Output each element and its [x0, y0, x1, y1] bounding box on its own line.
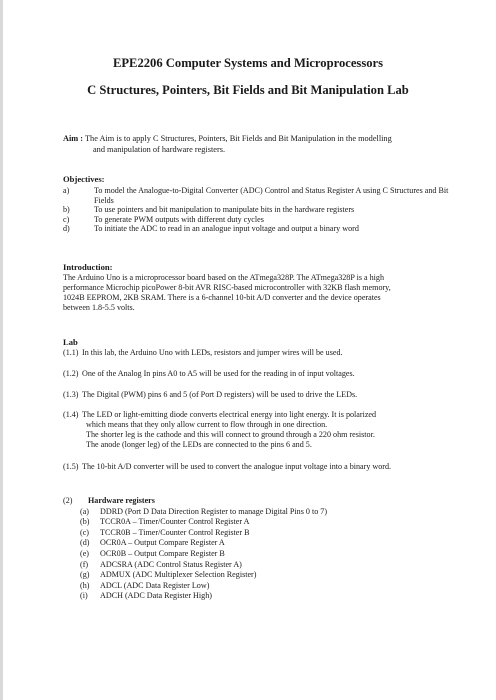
objective-item: [63, 224, 463, 234]
lab-item-number: (1.1): [63, 348, 79, 357]
aim-text-1: The Aim is to apply C Structures, Pointers, Bit Fields and Bit Manipulation in the modelling: [84, 134, 392, 143]
lab-heading: Lab: [63, 337, 78, 347]
register-text: TCCR0B – Timer/Counter Control Register B: [100, 527, 250, 537]
register-letter: (e): [80, 549, 89, 558]
register-letter: (i): [80, 591, 88, 601]
register-text: ADMUX (ADC Multiplexer Selection Register): [100, 570, 257, 580]
objective-item: [63, 205, 463, 215]
lab-item-text: The 10-bit A/D converter will be used to convert the analogue input voltage into a binary word.: [82, 462, 392, 471]
objectives-list: [63, 186, 463, 234]
register-letter: (g): [80, 570, 90, 580]
lab-item-text: The Digital (PWM) pins 6 and 5 (of Port D registers) will be used to drive the LEDs.: [82, 390, 358, 399]
register-letter: (h): [80, 580, 90, 590]
introduction-line: 1024B EEPROM, 2KB SRAM. There is a 6-channel 10-bit A/D converter and the device operates: [63, 293, 381, 302]
objective-marker: d): [63, 224, 70, 233]
lab-item-subline: which means that they only allow current to flow through in one direction.: [86, 420, 328, 429]
register-text: ADCH (ADC Data Register High): [100, 591, 212, 601]
register-text: OCR0A – Output Compare Register A: [100, 538, 225, 548]
hardware-registers-heading: Hardware registers: [88, 496, 155, 505]
objective-item: [63, 186, 463, 205]
register-letter: (b): [80, 517, 90, 527]
objective-text: To use pointers and bit manipulation to manipulate bits in the hardware registers: [94, 205, 355, 214]
introduction-heading: Introduction:: [63, 262, 113, 272]
register-letter: (a): [80, 506, 89, 516]
lab-item-subline: The shorter leg is the cathode and this will connect to ground through a 220 ohm resistor.: [86, 430, 375, 439]
introduction-line: performance Microchip picoPower 8-bit AVR RISC-based microcontroller with 32KB flash memory,: [63, 283, 391, 292]
lab-item-text: The LED or light-emitting diode converts electrical energy into light energy. It is polarized: [82, 410, 377, 419]
lab-item-text: In this lab, the Arduino Uno with LEDs, resistors and jumper wires will be used.: [82, 348, 343, 357]
register-text: ADCL (ADC Data Register Low): [100, 580, 210, 590]
introduction-body: [63, 273, 463, 313]
register-text: DDRD (Port D Data Direction Register to manage Digital Pins 0 to 7): [100, 506, 328, 516]
register-letter: (d): [80, 538, 90, 548]
lab-item-number: (1.4): [63, 410, 79, 419]
objective-marker: c): [63, 214, 70, 224]
objective-text: To generate PWM outputs with different duty cycles: [94, 214, 264, 224]
objectives-heading: Objectives:: [63, 174, 105, 184]
aim-label: Aim :: [63, 134, 84, 143]
page-edge-shadow: [0, 0, 3, 700]
objective-text: To model the Analogue-to-Digital Converter (ADC) Control and Status Register A using C Structures and Bit Fields: [94, 186, 449, 205]
document-title: EPE2206 Computer Systems and Microprocessors: [112, 56, 384, 70]
lab-item-text: One of the Analog In pins A0 to A5 will be used for the reading in of input voltages.: [82, 369, 355, 378]
register-text: TCCR0A – Timer/Counter Control Register A: [100, 517, 250, 527]
lab-item-number: (1.2): [63, 369, 79, 378]
introduction-line: The Arduino Uno is a microprocessor board based on the ATmega328P. The ATmega328P is a high: [63, 273, 384, 282]
objective-text: To initiate the ADC to read in an analogue input voltage and output a binary word: [94, 224, 359, 233]
objective-marker: a): [63, 186, 70, 195]
lab-item-number: (1.3): [63, 390, 79, 399]
register-letter: (c): [80, 527, 89, 537]
register-text: OCR0B – Output Compare Register B: [100, 549, 225, 558]
register-text: ADCSRA (ADC Control Status Register A): [100, 559, 242, 569]
aim-text-2: and manipulation of hardware registers.: [93, 145, 226, 154]
aim-line-1: [63, 133, 392, 144]
objective-marker: b): [63, 205, 70, 214]
objective-item: [63, 215, 463, 225]
lab-item-number: (1.5): [63, 462, 79, 471]
lab-item-subline: The anode (longer leg) of the LEDs are connected to the pins 6 and 5.: [86, 440, 312, 449]
document-subtitle: C Structures, Pointers, Bit Fields and Bit Manipulation Lab: [87, 83, 409, 97]
register-letter: (f): [80, 559, 89, 569]
introduction-line: between 1.8-5.5 volts.: [63, 303, 135, 312]
hardware-section-number: (2): [63, 496, 73, 505]
